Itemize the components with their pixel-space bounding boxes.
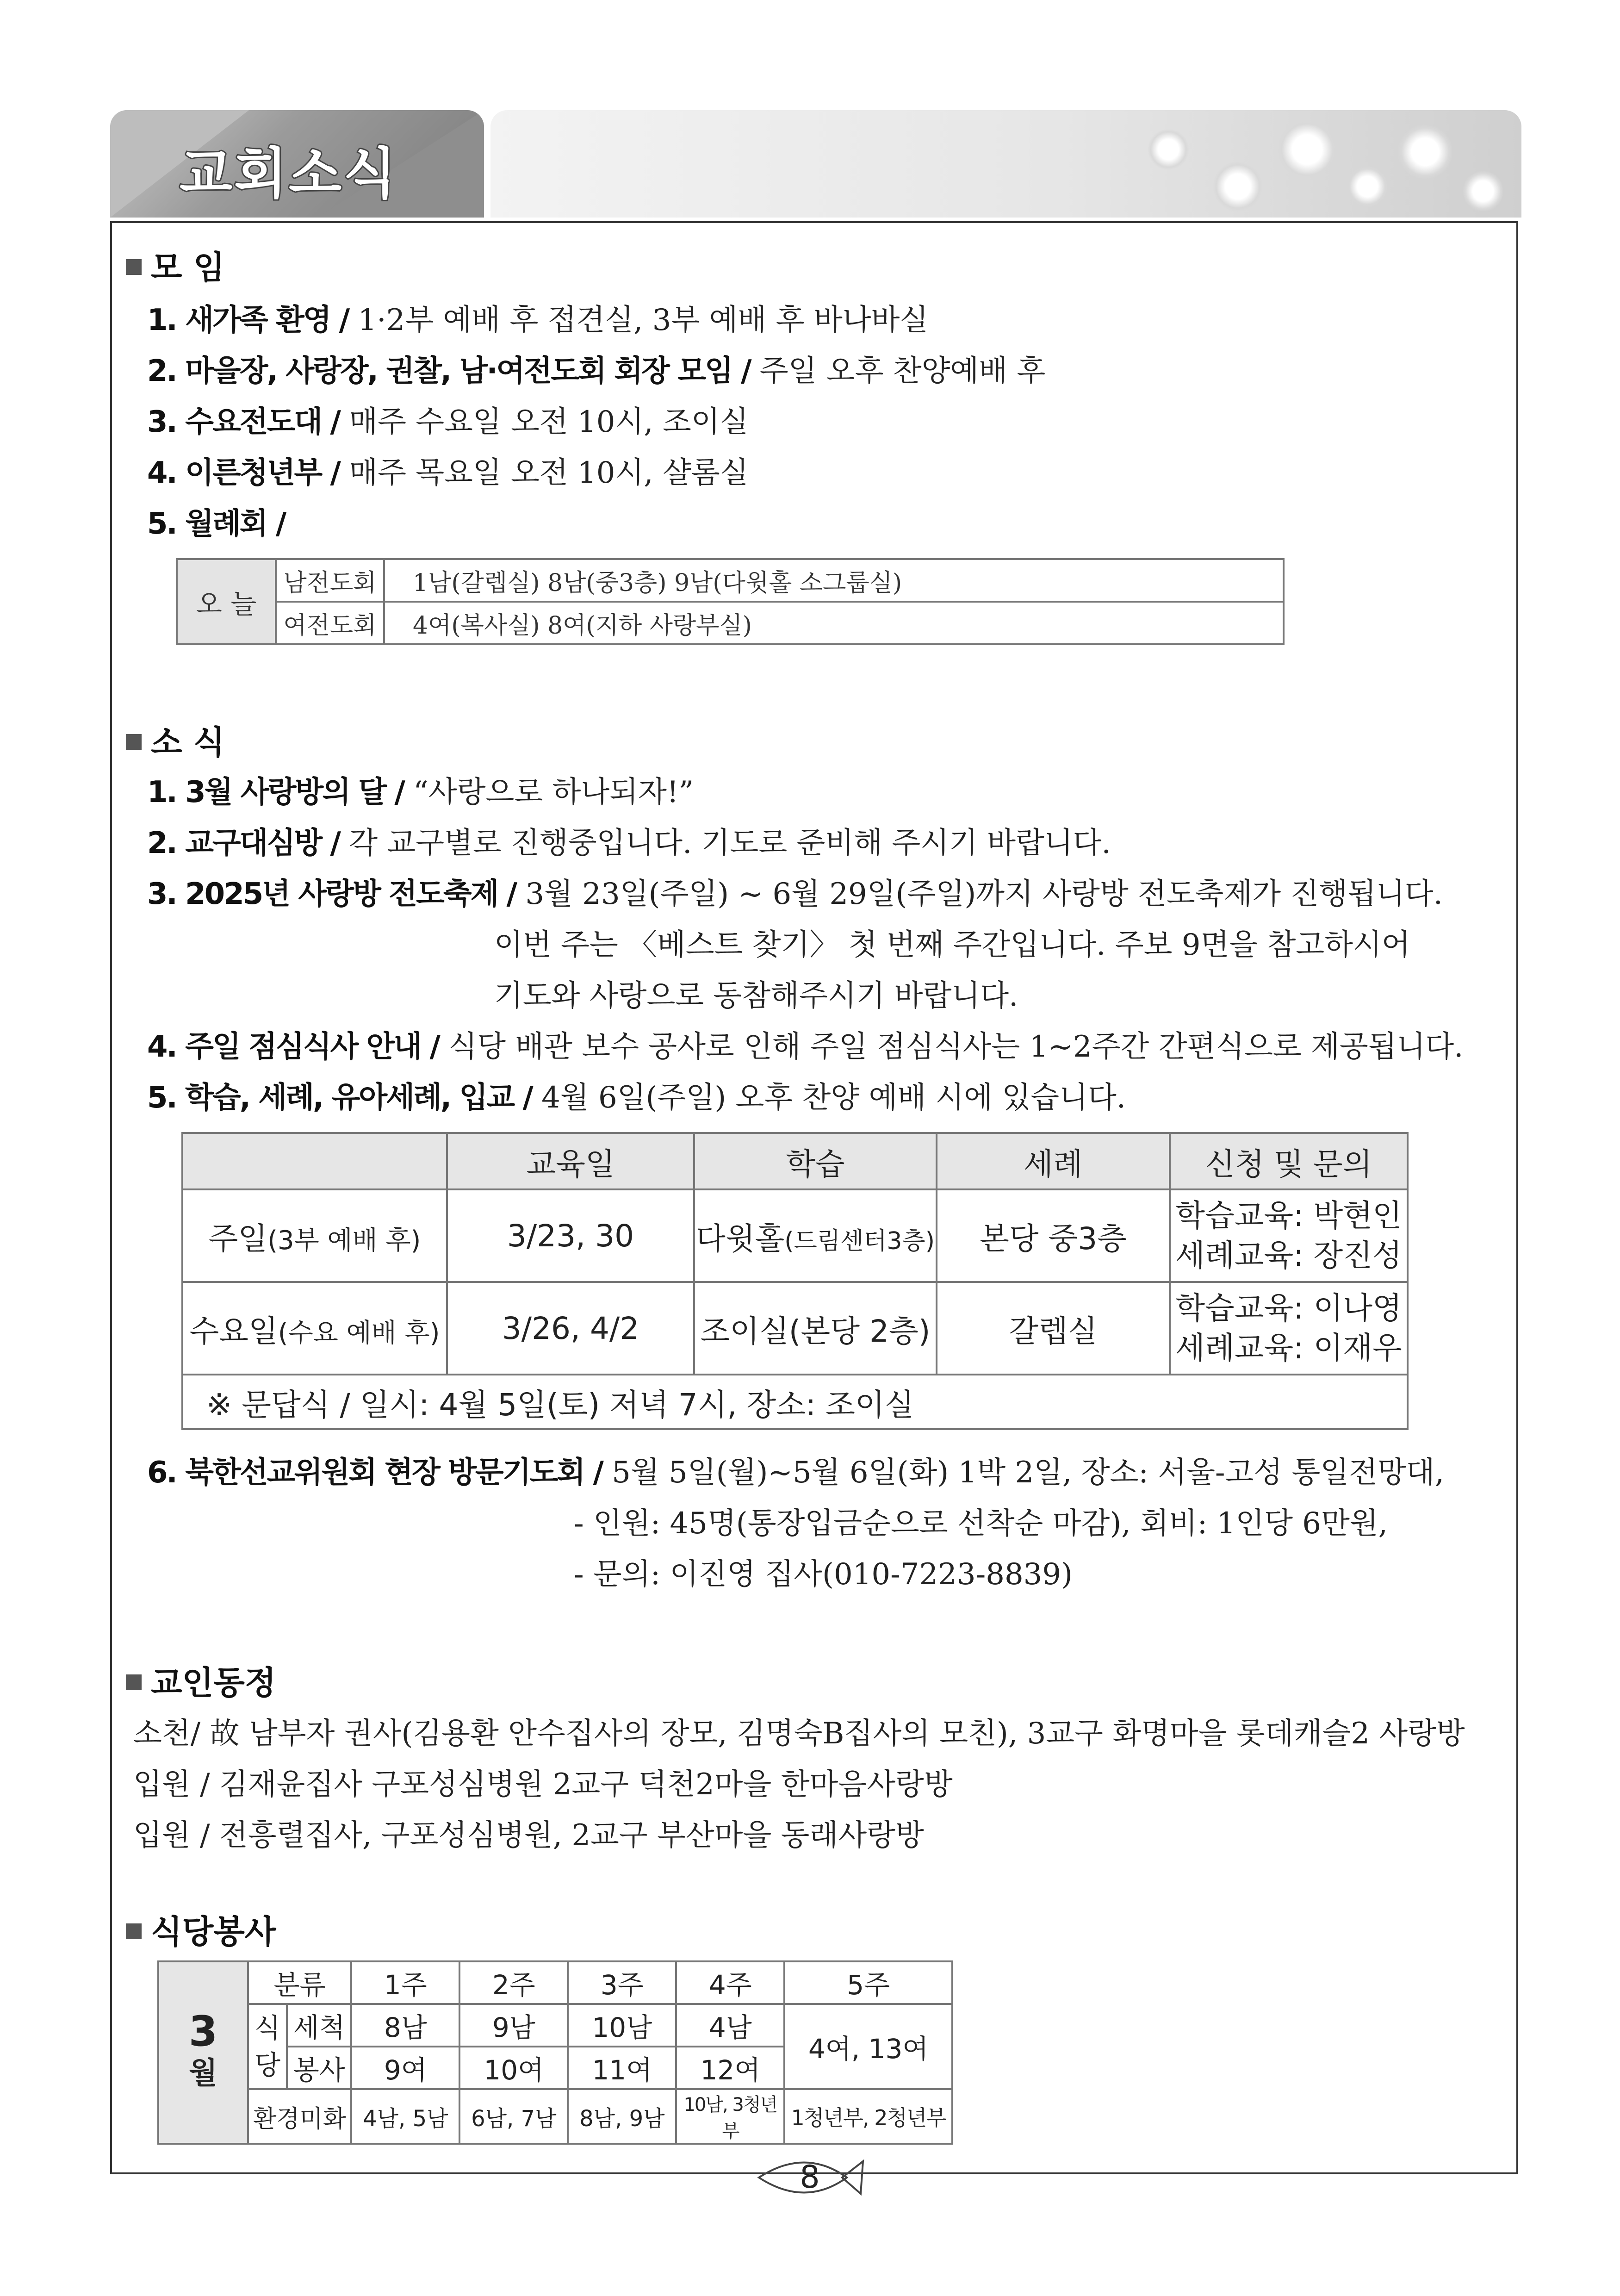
news-label: 1. 3월 사랑방의 달 /: [147, 775, 404, 809]
contact-line: 세례교육: 장진성: [1175, 1238, 1402, 1273]
news-continuation: [494, 921, 1410, 964]
study-detail: (드림센터3층): [784, 1227, 935, 1255]
week-header: 2주: [459, 1961, 568, 2004]
wash-cell: 4남: [676, 2004, 784, 2047]
study-place: 조이실(본당 2층): [694, 1282, 937, 1375]
member-news-text: 소천/ 故 남부자 권사(김용환 안수집사의 장모, 김명숙B집사의 모친), 3교구 화명마을 롯데캐슬2 사랑방: [133, 1717, 1465, 1751]
schedule-when: [182, 1282, 447, 1375]
section-title-members: [126, 1657, 276, 1704]
news-item: [147, 768, 694, 811]
env-cell: 4남, 5남: [351, 2089, 459, 2144]
bullet-square-icon: [126, 734, 142, 750]
member-news-item: [133, 1761, 953, 1803]
baptism-place: 본당 중3층: [937, 1189, 1170, 1282]
blossom-icon: [1212, 161, 1263, 212]
schedule-when: [182, 1189, 447, 1282]
section-title-kitchen: [126, 1906, 276, 1953]
news-item: [147, 1074, 1126, 1116]
wash-cell: 8남: [351, 2004, 459, 2047]
group-cell: 여전도회: [276, 602, 384, 644]
news-item: [147, 819, 1111, 862]
bullet-square-icon: [126, 1674, 142, 1690]
contact-cell: [1170, 1189, 1408, 1282]
meeting-text: 매주 수요일 오전 10시, 조이실: [339, 405, 749, 439]
meeting-text: 주일 오후 찬양예배 후: [750, 354, 1046, 388]
news-label: 5. 학습, 세례, 유아세례, 입교 /: [147, 1081, 532, 1115]
serve-label: 봉사: [287, 2047, 351, 2089]
news-label: 6. 북한선교위원회 현장 방문기도회 /: [147, 1456, 602, 1490]
education-table: [181, 1132, 1409, 1430]
news-label: 4. 주일 점심식사 안내 /: [147, 1030, 439, 1064]
serve-cell: 10여: [459, 2047, 568, 2089]
week-header: 3주: [568, 1961, 676, 2004]
detail-cell: 4여(복사실) 8여(지하 사랑부실): [384, 602, 1284, 644]
group-cell: 남전도회: [276, 559, 384, 602]
bullet-square-icon: [126, 1923, 142, 1939]
contact-cell: [1170, 1282, 1408, 1375]
env-cell: 10남, 3청년부: [676, 2089, 784, 2144]
meeting-item: [147, 500, 285, 542]
news-label: 3. 2025년 사랑방 전도축제 /: [147, 877, 516, 911]
section-title-meeting: [126, 242, 225, 288]
study-place: [694, 1189, 937, 1282]
when-detail: (3부 예배 후): [267, 1225, 421, 1256]
blossom-icon: [1277, 119, 1337, 180]
member-news-text: 입원 / 전흥렬집사, 구포성심병원, 2교구 부산마을 동래사랑방: [133, 1818, 924, 1853]
schedule-dates: 3/23, 30: [447, 1189, 694, 1282]
member-news-text: 입원 / 김재윤집사 구포성심병원 2교구 덕천2마을 한마음사랑방: [133, 1767, 953, 1802]
news-continuation: [574, 1550, 1073, 1593]
dining-label: [248, 2004, 287, 2089]
meeting-label: 2. 마을장, 사랑장, 권찰, 남·여전도회 회장 모임 /: [147, 354, 751, 388]
blossom-icon: [1347, 166, 1388, 207]
page-title: 교회소식: [180, 142, 398, 205]
schedule-dates: 3/26, 4/2: [447, 1282, 694, 1375]
meeting-item: [147, 398, 748, 441]
wash-cell: 10남: [568, 2004, 676, 2047]
section-title-text: 소 식: [151, 723, 225, 761]
meeting-label: 4. 이른청년부 /: [147, 456, 340, 490]
week-header: 1주: [351, 1961, 459, 2004]
meeting-item: [147, 296, 928, 339]
dining-label-char: 당: [254, 2049, 281, 2081]
month-cell: [158, 1961, 248, 2144]
week-header: 4주: [676, 1961, 784, 2004]
serve-cell: 9여: [351, 2047, 459, 2089]
section-title-news: [126, 716, 225, 763]
section-title-text: 식당봉사: [151, 1913, 276, 1951]
when-detail: (수요 예배 후): [278, 1318, 440, 1348]
table-header: [182, 1133, 447, 1189]
blossom-icon: [1397, 124, 1453, 180]
wash-cell: 9남: [459, 2004, 568, 2047]
meeting-text: 매주 목요일 오전 10시, 샬롬실: [339, 456, 749, 490]
env-cell: 8남, 9남: [568, 2089, 676, 2144]
section-title-text: 교인동정: [151, 1664, 276, 1702]
week-header: 5주: [784, 1961, 952, 2004]
page-number: 8: [800, 2159, 820, 2196]
table-header: 학습: [694, 1133, 937, 1189]
meeting-label: 1. 새가족 환영 /: [147, 303, 349, 337]
when-text: 수요일: [189, 1313, 278, 1349]
month-number: 3: [188, 2007, 218, 2056]
header-title-tab: [110, 110, 484, 218]
category-header: 분류: [248, 1961, 351, 2004]
news-continuation: [574, 1500, 1388, 1542]
when-text: 주일: [208, 1220, 268, 1257]
serve-cell: 12여: [676, 2047, 784, 2089]
section-title-text: 모 임: [151, 249, 225, 286]
table-header: 교육일: [447, 1133, 694, 1189]
month-unit: 월: [189, 2056, 217, 2091]
contact-line: 학습교육: 이나영: [1175, 1290, 1402, 1326]
meeting-item: [147, 347, 1045, 390]
table-note: ※ 문답식 / 일시: 4월 5일(토) 저녁 7시, 장소: 조이실: [182, 1375, 1408, 1429]
member-news-item: [133, 1811, 924, 1854]
dining-label-char: 식: [254, 2012, 281, 2044]
env-cell: 1청년부, 2청년부: [784, 2089, 952, 2144]
news-text: 5월 5일(월)~5월 6일(화) 1박 2일, 장소: 서울-고성 통일전망대,: [602, 1456, 1444, 1490]
table-header: 세례: [937, 1133, 1170, 1189]
bullet-square-icon: [126, 259, 142, 275]
news-text: 이번 주는 〈베스트 찾기〉 첫 번째 주간입니다. 주보 9면을 참고하시어: [494, 928, 1410, 962]
meeting-text: 1·2부 예배 후 접견실, 3부 예배 후 바나바실: [348, 303, 929, 337]
news-continuation: [494, 972, 1018, 1014]
detail-cell: 1남(갈렙실) 8남(중3층) 9남(다윗홀 소그룹실): [384, 559, 1284, 602]
member-news-item: [133, 1710, 1465, 1752]
contact-line: 학습교육: 박현인: [1175, 1198, 1402, 1233]
serve-cell: 11여: [568, 2047, 676, 2089]
contact-line: 세례교육: 이재우: [1175, 1330, 1402, 1366]
env-label: 환경미화: [248, 2089, 351, 2144]
meeting-label: 5. 월례회 /: [147, 507, 286, 541]
kitchen-service-table: [157, 1960, 953, 2145]
news-label: 2. 교구대심방 /: [147, 826, 340, 860]
news-item: [147, 1023, 1464, 1065]
header-blossom-banner: [490, 110, 1521, 218]
news-text: “사랑으로 하나되자!”: [403, 775, 694, 809]
meeting-item: [147, 449, 748, 492]
news-text: 식당 배관 보수 공사로 인해 주일 점심식사는 1~2주간 간편식으로 제공됩니다.: [439, 1030, 1464, 1064]
blossom-icon: [1148, 129, 1189, 170]
week5-dining-cell: 4여, 13여: [784, 2004, 952, 2089]
meeting-label: 3. 수요전도대 /: [147, 405, 340, 439]
news-item: [147, 870, 1443, 913]
wash-label: 세척: [287, 2004, 351, 2047]
news-text: 4월 6일(주일) 오후 찬양 예배 시에 있습니다.: [532, 1081, 1126, 1115]
day-cell: 오 늘: [177, 559, 276, 644]
study-text: 다윗홀: [695, 1220, 785, 1257]
table-header: 신청 및 문의: [1170, 1133, 1408, 1189]
news-text: - 인원: 45명(통장입금순으로 선착순 마감), 회비: 1인당 6만원,: [574, 1506, 1388, 1541]
news-text: - 문의: 이진영 집사(010-7223-8839): [574, 1557, 1073, 1592]
news-item: [147, 1449, 1444, 1491]
news-text: 기도와 사랑으로 동참해주시기 바랍니다.: [494, 979, 1018, 1013]
baptism-place: 갈렙실: [937, 1282, 1170, 1375]
blossom-icon: [1462, 170, 1504, 212]
monthly-meeting-table: [176, 558, 1285, 645]
news-text: 각 교구별로 진행중입니다. 기도로 준비해 주시기 바랍니다.: [339, 826, 1111, 860]
env-cell: 6남, 7남: [459, 2089, 568, 2144]
news-text: 3월 23일(주일) ~ 6월 29일(주일)까지 사랑방 전도축제가 진행됩니다.: [516, 877, 1443, 911]
